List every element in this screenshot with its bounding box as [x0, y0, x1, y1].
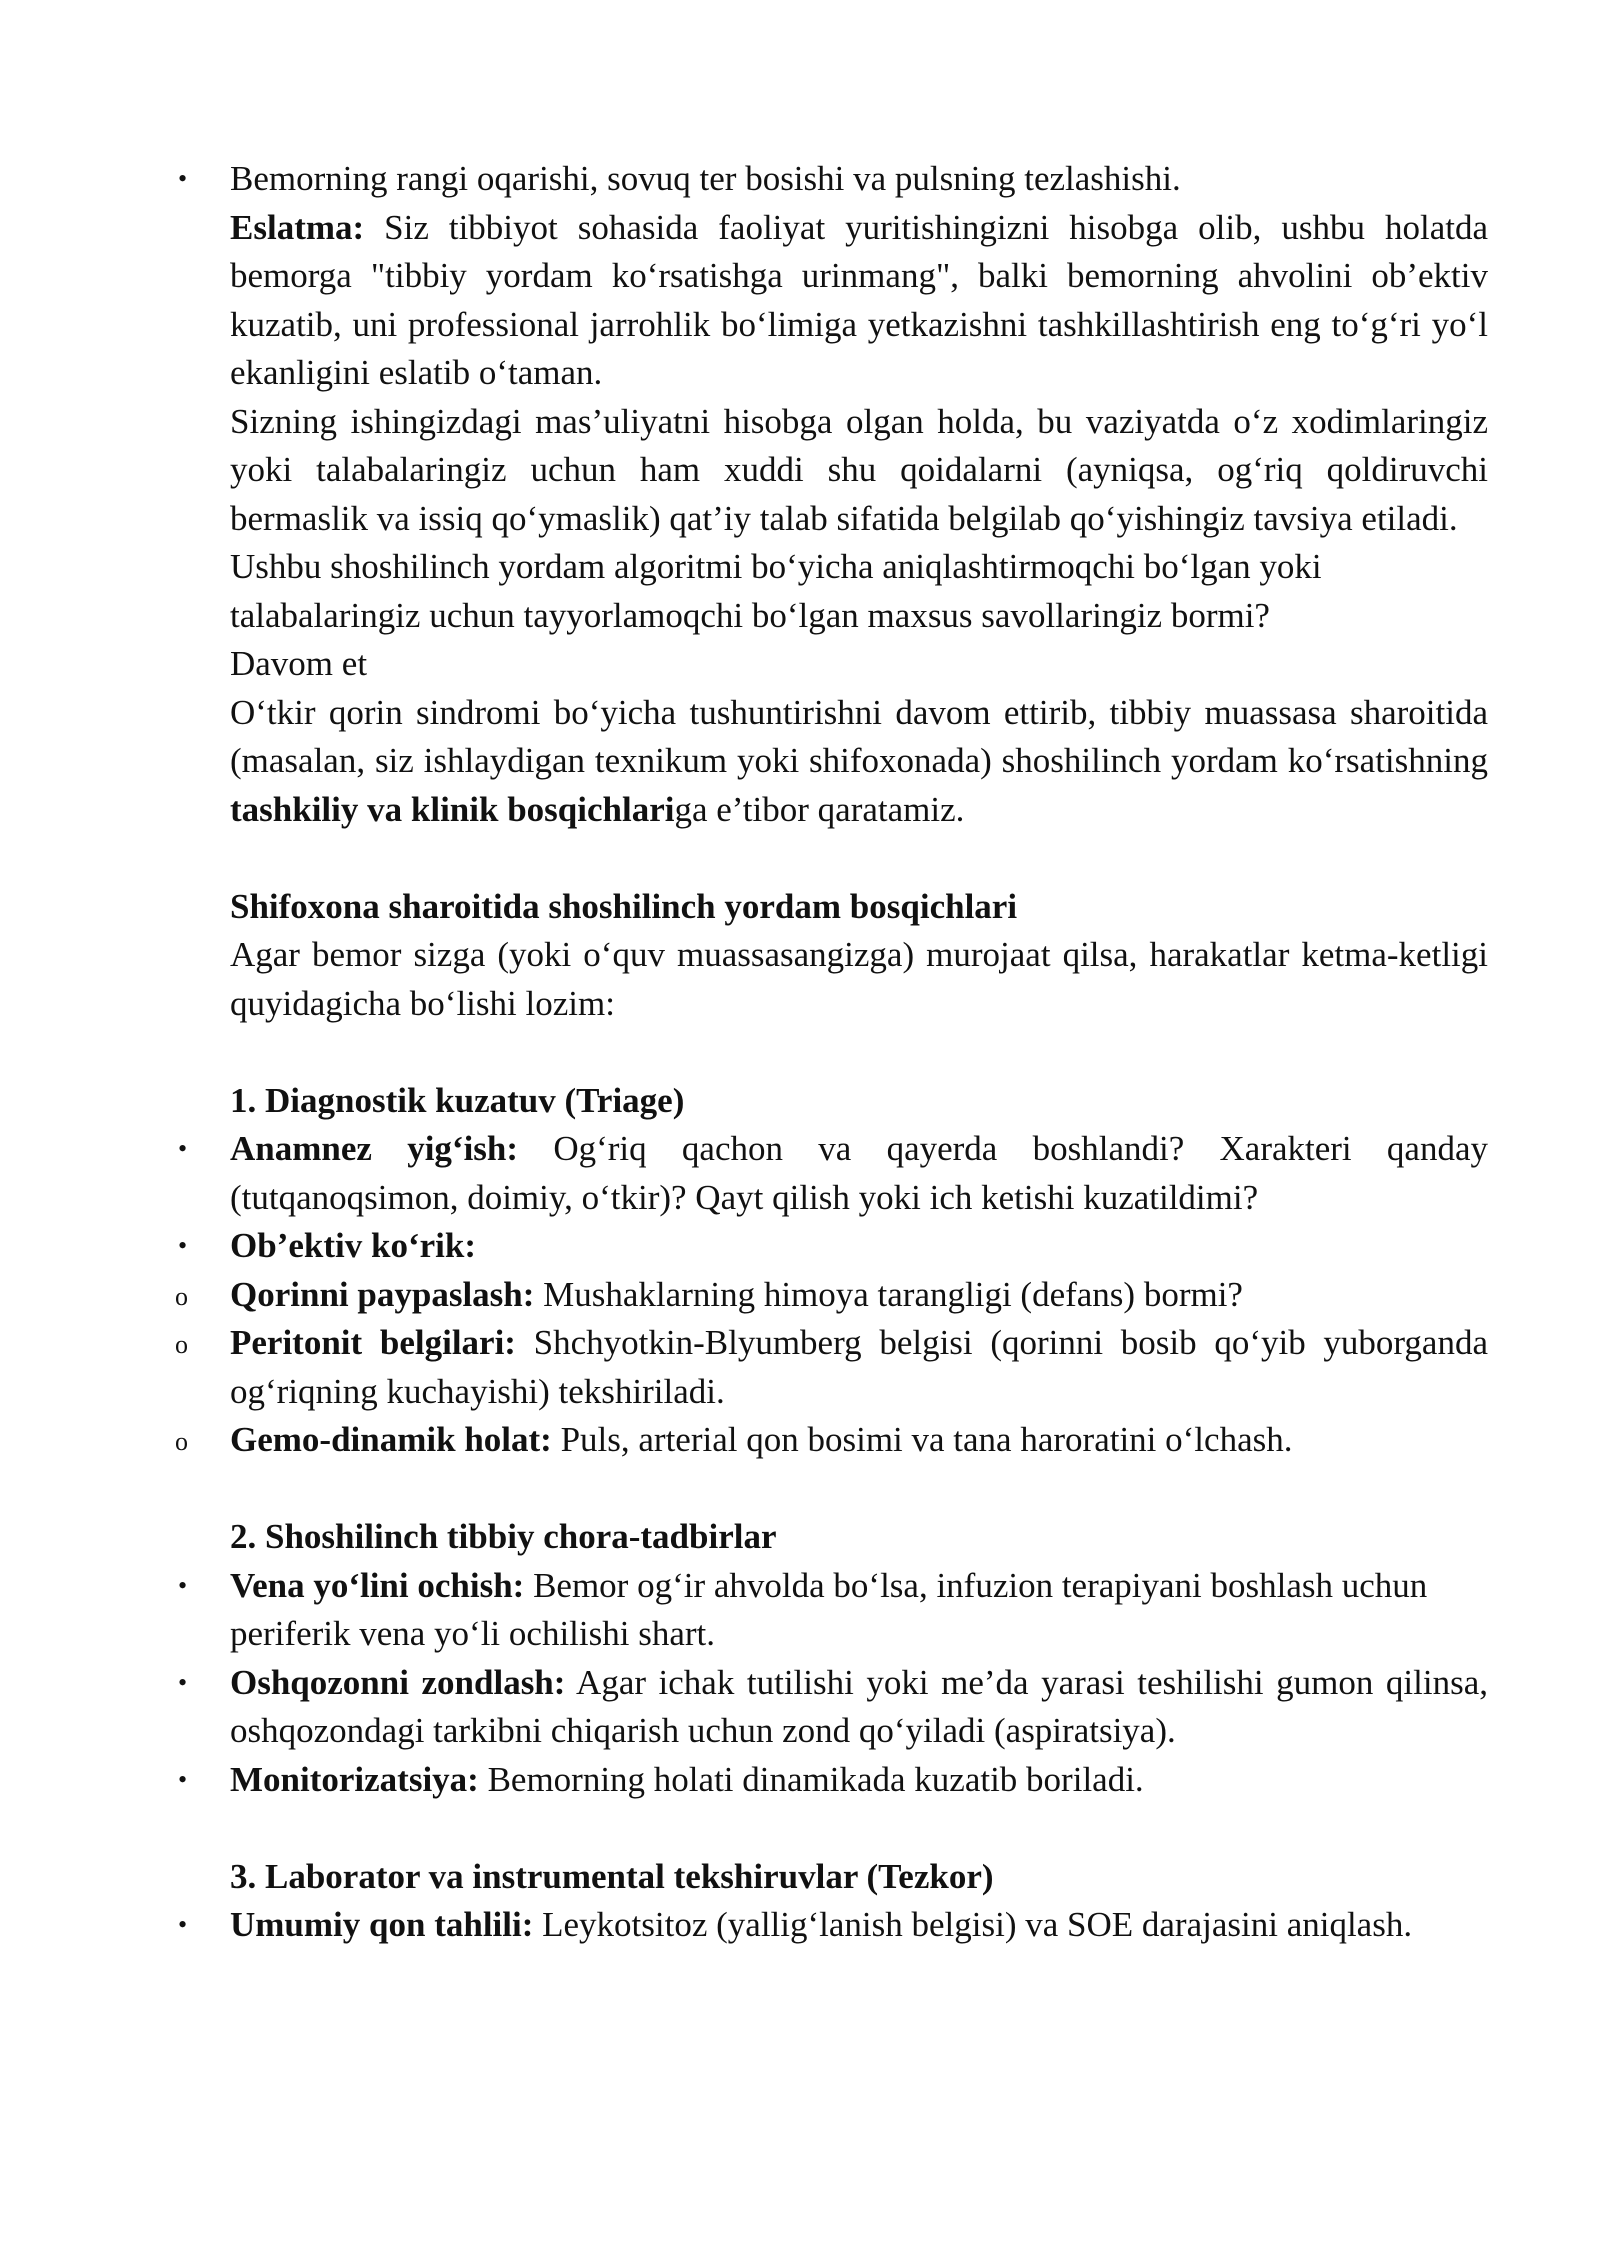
list-item-label: Peritonit belgilari:	[230, 1323, 516, 1362]
step-heading	[230, 1077, 1488, 1126]
note-label: Eslatma:	[230, 207, 365, 247]
heading-text: 3. Laborator va instrumental tekshiruvlar (Tezkor)	[230, 1856, 994, 1896]
list-item	[230, 155, 1488, 204]
list-item-label: Qorinni paypaslash:	[230, 1274, 535, 1314]
sub-list-item	[230, 1416, 1488, 1465]
list-item-label: Anamnez yig‘ish:	[230, 1129, 519, 1168]
paragraph-bold-text: tashkiliy va klinik bosqichlari	[230, 789, 675, 829]
list-item	[230, 1125, 1488, 1222]
list-item-text: Leykotsitoz (yallig‘lanish belgisi) va SOE darajasini aniqlash.	[533, 1905, 1413, 1944]
list-item	[230, 1659, 1488, 1756]
list-item	[230, 1222, 1488, 1271]
sub-list-item	[230, 1271, 1488, 1320]
paragraph	[230, 689, 1488, 835]
list-item-label: Monitorizatsiya:	[230, 1759, 479, 1799]
list-item-text: Shchyotkin-Blyumberg belgisi (qorinni bosib qo‘yib yuborganda og‘riqning kuchayishi) tekshiriladi.	[230, 1323, 1489, 1411]
note-paragraph	[230, 204, 1488, 398]
paragraph: Sizning ishingizdagi mas’uliyatni hisobga olgan holda, bu vaziyatda o‘z xodimlaringiz yoki talabalaringiz uchun ham xuddi shu qoidalarni (ayniqsa, og‘riq qoldiruvchi bermaslik va issiq qo‘ymaslik) qat’iy talab sifatida belgilab qo‘yishingiz tavsiya etiladi.	[230, 401, 1488, 538]
heading-text: Shifoxona sharoitida shoshilinch yordam bosqichlari	[230, 886, 1018, 926]
list-item-text: Bemorning rangi oqarishi, sovuq ter bosishi va pulsning tezlashishi.	[230, 159, 1181, 198]
step-heading	[230, 1513, 1488, 1562]
list-item-label: Umumiy qon tahlili:	[230, 1905, 534, 1944]
paragraph-text: O‘tkir qorin sindromi bo‘yicha tushuntirishni davom ettirib, tibbiy muassasa sharoitida (masalan, siz ishlaydigan texnikum yoki shifoxonada) shoshilinch yordam ko‘rsatishning	[230, 692, 1488, 780]
list-item-text: Puls, arterial qon bosimi va tana haroratini o‘lchash.	[551, 1420, 1293, 1459]
step-heading	[230, 1853, 1488, 1902]
list-item	[230, 1901, 1488, 1950]
document-page	[230, 155, 1488, 1950]
list-item-text: Og‘riq qachon va qayerda boshlandi? Xarakteri qanday (tutqanoqsimon, doimiy, o‘tkir)? Qayt qilish yoki ich ketishi kuzatildimi?	[230, 1129, 1488, 1217]
list-item	[230, 1756, 1488, 1805]
list-item-text: Bemorning holati dinamikada kuzatib boriladi.	[478, 1759, 1144, 1799]
list-item-label: Oshqozonni zondlash:	[230, 1662, 566, 1702]
note-text: Siz tibbiyot sohasida faoliyat yuritishingizni hisobga olib, ushbu holatda bemorga "tibbiy yordam ko‘rsatishga urinmang", balki bemorning ahvolini ob’ektiv kuzatib, uni professional jarrohlik bo‘limiga yetkazishni tashkillashtirish eng to‘g‘ri yo‘l ekanligini eslatib o‘taman.	[230, 207, 1488, 392]
list-item-text: Bemor og‘ir ahvolda bo‘lsa, infuzion terapiyani boshlash uchun periferik vena yo‘li ochilishi shart.	[230, 1565, 1428, 1653]
list-item-text: Mushaklarning himoya tarangligi (defans) bormi?	[534, 1274, 1243, 1314]
heading-text: 2. Shoshilinch tibbiy chora-tadbirlar	[230, 1517, 777, 1556]
list-item-label: Gemo-dinamik holat:	[230, 1420, 552, 1459]
paragraph: Ushbu shoshilinch yordam algoritmi bo‘yicha aniqlashtirmoqchi bo‘lgan yoki talabalaringiz uchun tayyorlamoqchi bo‘lgan maxsus savollaringiz bormi?	[230, 547, 1322, 635]
section-heading	[230, 883, 1488, 932]
list-item-label: Vena yo‘lini ochish:	[230, 1565, 525, 1605]
list-item	[230, 1562, 1488, 1659]
paragraph-text: ga e’tibor qaratamiz.	[674, 789, 965, 829]
sub-list-item	[230, 1319, 1488, 1416]
list-item-label: Ob’ektiv ko‘rik:	[230, 1226, 476, 1265]
heading-text: 1. Diagnostik kuzatuv (Triage)	[230, 1080, 685, 1120]
paragraph: Agar bemor sizga (yoki o‘quv muassasangizga) murojaat qilsa, harakatlar ketma-ketligi quyidagicha bo‘lishi lozim:	[230, 935, 1488, 1023]
paragraph: Davom et	[230, 644, 368, 683]
list-item-text: Agar ichak tutilishi yoki me’da yarasi teshilishi gumon qilinsa, oshqozondagi tarkibni chiqarish uchun zond qo‘yiladi (aspiratsiya).	[230, 1662, 1488, 1750]
